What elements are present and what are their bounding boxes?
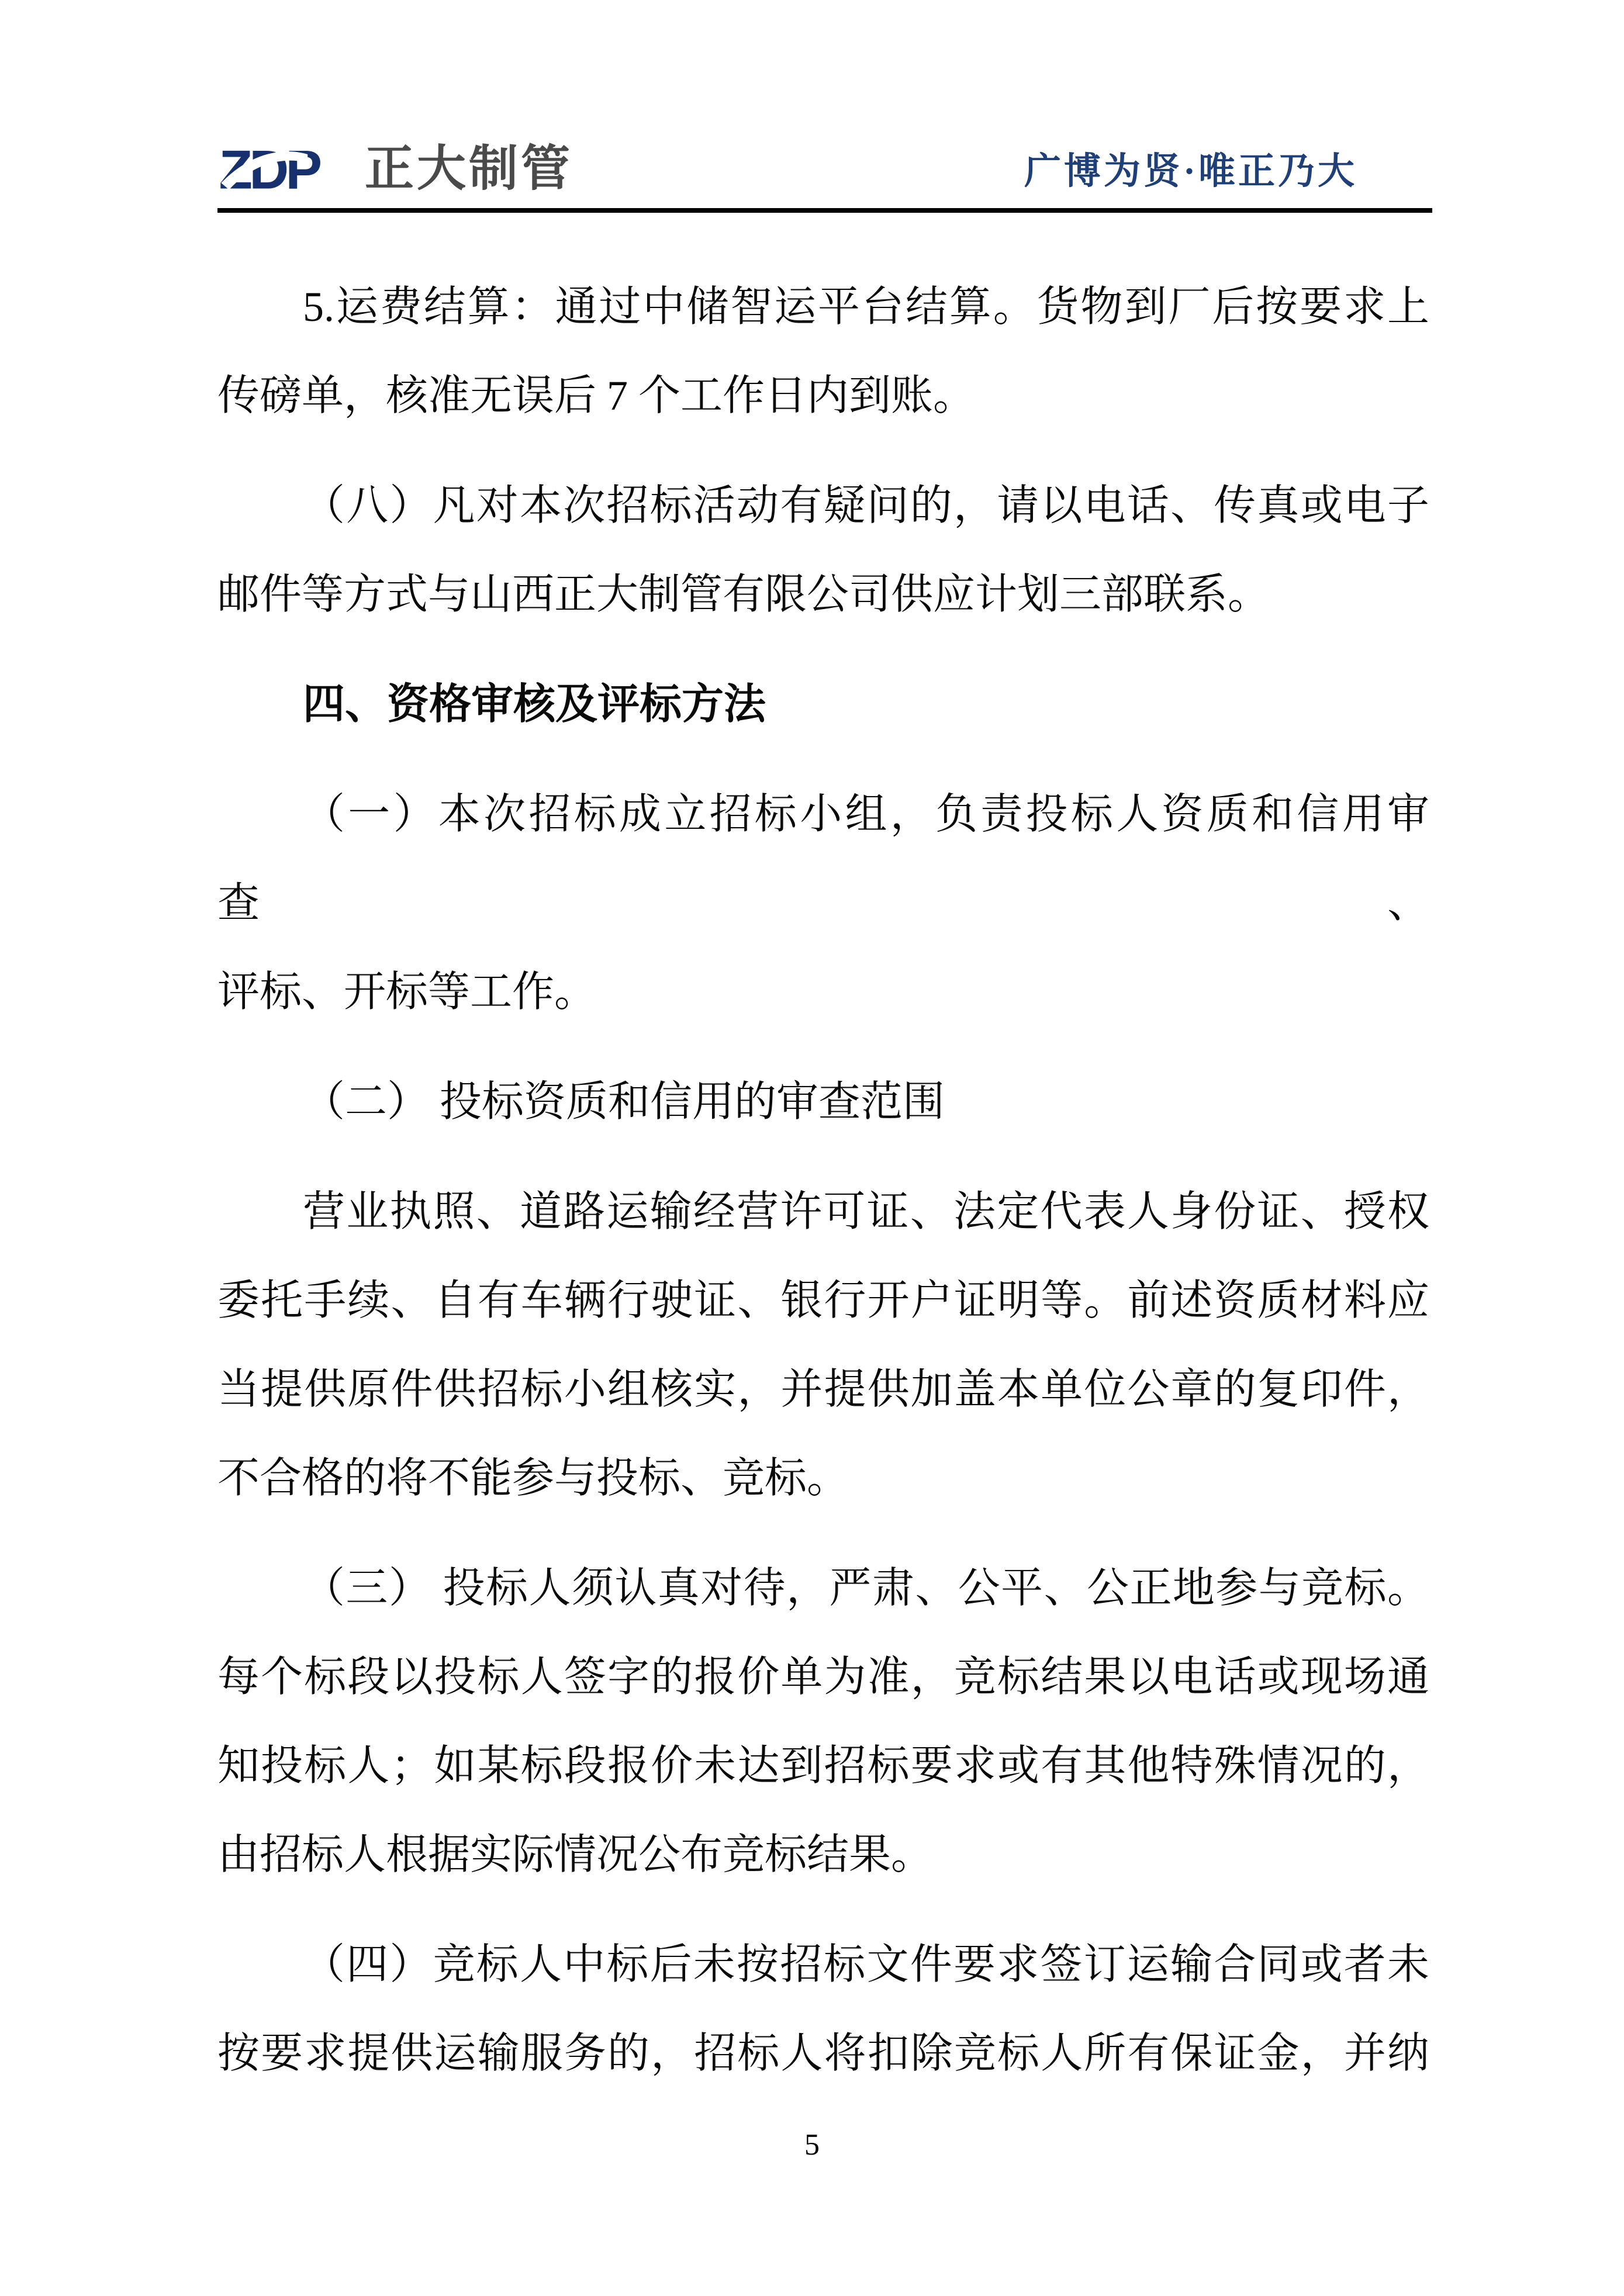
zdp-logo-icon	[217, 140, 347, 196]
company-name: 正大制管	[365, 140, 573, 196]
text-line: （四）竞标人中标后未按招标文件要求签订运输合同或者未	[303, 1941, 1429, 1988]
company-slogan: 广博为贤·唯正乃大	[1024, 151, 1357, 192]
text-line: 知投标人；如某标段报价未达到招标要求或有其他特殊情况的，	[217, 1742, 1429, 1789]
text-line: （三） 投标人须认真对待，严肃、公平、公正地参与竞标。	[303, 1565, 1429, 1612]
text-line: 评标、开标等工作。	[217, 969, 597, 1015]
text-line: （二） 投标资质和信用的审查范围	[303, 1078, 945, 1125]
section-heading: 四、资格审核及评标方法	[303, 681, 766, 728]
text-line: 传磅单，核准无误后 7 个工作日内到账。	[217, 372, 976, 419]
document-body	[217, 262, 1429, 2098]
text-line: （一）本次招标成立招标小组，负责投标人资质和信用审查、	[217, 791, 1429, 926]
page-number: 5	[804, 2128, 820, 2162]
text-line: 邮件等方式与山西正大制管有限公司供应计划三部联系。	[217, 571, 1270, 618]
company-logo	[217, 140, 573, 196]
header-divider	[217, 208, 1432, 213]
text-line: 每个标段以投标人签字的报价单为准，竞标结果以电话或现场通	[217, 1654, 1429, 1700]
text-line: 按要求提供运输服务的，招标人将扣除竞标人所有保证金，并纳	[217, 2030, 1429, 2077]
text-line: 5.运费结算：通过中储智运平台结算。货物到厂后按要求上	[303, 283, 1429, 330]
text-line: （八）凡对本次招标活动有疑问的，请以电话、传真或电子	[303, 482, 1429, 529]
logo-acronym: ZDP	[219, 140, 319, 196]
text-line: 营业执照、道路运输经营许可证、法定代表人身份证、授权	[303, 1188, 1429, 1235]
text-line: 委托手续、自有车辆行驶证、银行开户证明等。前述资质材料应	[217, 1277, 1429, 1324]
text-line: 由招标人根据实际情况公布竞标结果。	[217, 1831, 934, 1878]
page-header	[217, 137, 1432, 199]
text-line: 当提供原件供招标小组核实，并提供加盖本单位公章的复印件，	[217, 1366, 1429, 1413]
text-line: 不合格的将不能参与投标、竞标。	[217, 1455, 849, 1502]
